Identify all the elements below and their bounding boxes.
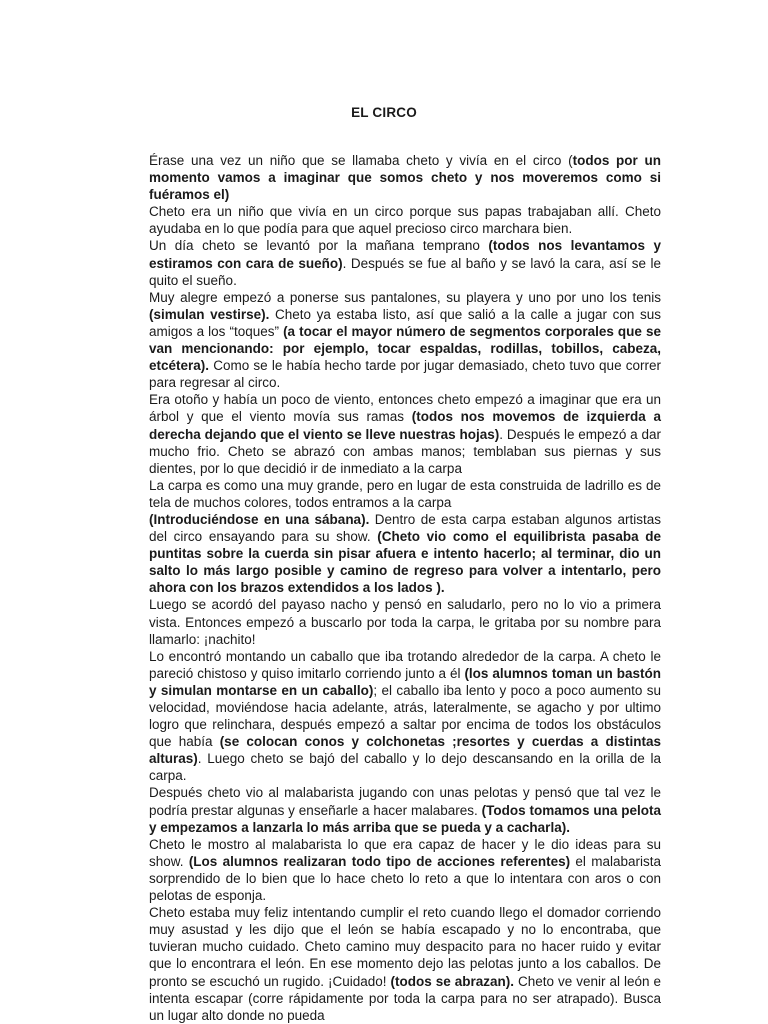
paragraph <box>149 904 661 1024</box>
instruction-text: (Introduciéndose en una sábana). <box>149 511 370 527</box>
instruction-text: todos por un momento vamos a imaginar que somos cheto y nos moveremos como si fuéramos el) <box>149 153 662 203</box>
narrative-text: Cheto era un niño que vivía en un circo porque sus papas trabajaban allí. Cheto ayudaba en lo que podía para que aquel precioso circo marchara bien. <box>149 204 661 237</box>
narrative-text: Lo encontró montando un caballo que iba trotando alrededor de la carpa. A cheto le pareció chistoso y quiso imitarlo corriendo junto a él <box>149 648 661 681</box>
document-title: EL CIRCO <box>351 105 417 120</box>
paragraph <box>149 477 661 511</box>
narrative-text: Érase una vez un niño que se llamaba cheto y vivía en el circo ( <box>149 153 573 168</box>
instruction-text: (Todos tomamos una pelota y empezamos a lanzarla lo más arriba que se pueda y a cacharla). <box>149 802 661 835</box>
paragraph <box>149 391 661 476</box>
narrative-text: Dentro de esta carpa estaban algunos artistas del circo ensayando para su show. <box>149 511 661 545</box>
instruction-text: (simulan vestirse). <box>149 306 270 322</box>
paragraph <box>149 784 661 835</box>
narrative-text: . Después le empezó a dar mucho frio. Cheto se abrazó con ambas manos; temblaban sus piernas y sus dientes, por lo que decidió ir de inmediato a la carpa <box>149 426 662 476</box>
narrative-text: . Después se fue al baño y se lavó la cara, así se le quito el sueño. <box>149 255 661 288</box>
narrative-text: Después cheto vio al malabarista jugando con unas pelotas y pensó que tal vez le podría prestar algunas y enseñarle a hacer malabares. <box>149 785 661 818</box>
narrative-text: Cheto le mostro al malabarista lo que era capaz de hacer y le dio ideas para su show. <box>149 836 661 869</box>
narrative-text: Era otoño y había un poco de viento, entonces cheto empezó a imaginar que era un árbol y que el viento movía sus ramas <box>149 392 661 425</box>
paragraph <box>149 648 661 785</box>
paragraph <box>149 596 661 647</box>
narrative-text: Como se le había hecho tarde por jugar demasiado, cheto tuvo que correr para regresar al circo. <box>149 358 661 391</box>
narrative-text: La carpa es como una muy grande, pero en lugar de esta construida de ladrillo es de tela de muchos colores, todos entramos a la carpa <box>149 477 661 510</box>
paragraph <box>149 511 661 596</box>
instruction-text: (todos se abrazan). <box>390 973 515 989</box>
paragraph <box>149 237 661 288</box>
narrative-text: Cheto ya estaba listo, así que salió a la calle a jugar con sus amigos a los “toques” <box>149 306 662 339</box>
paragraph <box>149 836 661 904</box>
narrative-text: Cheto estaba muy feliz intentando cumplir el reto cuando llego el domador corriendo muy asustad y les dijo que el león se había escapado y no lo encontraba, que tuvieran mucho cuidado. Cheto camino muy despacito para no hacer ruido y evitar que lo encontrara el león. En ese momento dejo las pelotas junto a los caballos. De pronto se escuchó un rugido. ¡Cuidado! <box>149 905 661 989</box>
narrative-text: Cheto ve venir al león e intenta escapar (corre rápidamente por toda la carpa para no ser atrapado). Busca un lugar alto donde no pueda <box>149 973 661 1023</box>
instruction-text: (todos nos movemos de izquierda a derecha dejando que el viento se lleve nuestras hojas) <box>149 409 662 442</box>
narrative-text: . Luego cheto se bajó del caballo y lo dejo descansando en la orilla de la carpa. <box>149 751 661 784</box>
narrative-text: el malabarista sorprendido de lo bien que lo hace cheto lo reto a que lo intentara con aros o con pelotas de esponja. <box>149 853 661 904</box>
instruction-text: (Cheto vio como el equilibrista pasaba de puntitas sobre la cuerda sin pisar afuera e intento hacerlo; al terminar, dio un salto lo más largo posible y camino de regreso para volver a intentarlo, pero ahora con los brazos extendidos a los lados ). <box>149 529 661 596</box>
document-body <box>149 152 661 1024</box>
narrative-text: ; el caballo iba lento y poco a poco aumento su velocidad, moviéndose hacia adelante, atrás, lateralmente, se agacho y por ultimo logro que relinchara, después empezó a saltar por encima de todos los obstáculos que había <box>149 682 661 750</box>
paragraph <box>149 203 661 237</box>
narrative-text: Muy alegre empezó a ponerse sus pantalones, su playera y uno por uno los tenis <box>149 289 661 305</box>
paragraph <box>149 289 661 392</box>
instruction-text: (los alumnos toman un bastón y simulan montarse en un caballo) <box>149 665 661 698</box>
instruction-text: (Los alumnos realizaran todo tipo de acciones referentes) <box>188 853 571 869</box>
instruction-text: (se colocan conos y colchonetas ;resortes y cuerdas a distintas alturas) <box>149 734 661 767</box>
narrative-text: Un día cheto se levantó por la mañana temprano <box>149 238 489 254</box>
instruction-text: (todos nos levantamos y estiramos con cara de sueño) <box>149 238 661 271</box>
instruction-text: (a tocar el mayor número de segmentos corporales que se van mencionando: por ejemplo, tocar espaldas, rodillas, tobillos, cabeza, etcétera). <box>149 323 661 374</box>
paragraph <box>149 152 661 203</box>
narrative-text: Luego se acordó del payaso nacho y pensó en saludarlo, pero no lo vio a primera vista. Entonces empezó a buscarlo por toda la carpa, le gritaba por su nombre para llamarlo: ¡nachito! <box>149 597 661 647</box>
